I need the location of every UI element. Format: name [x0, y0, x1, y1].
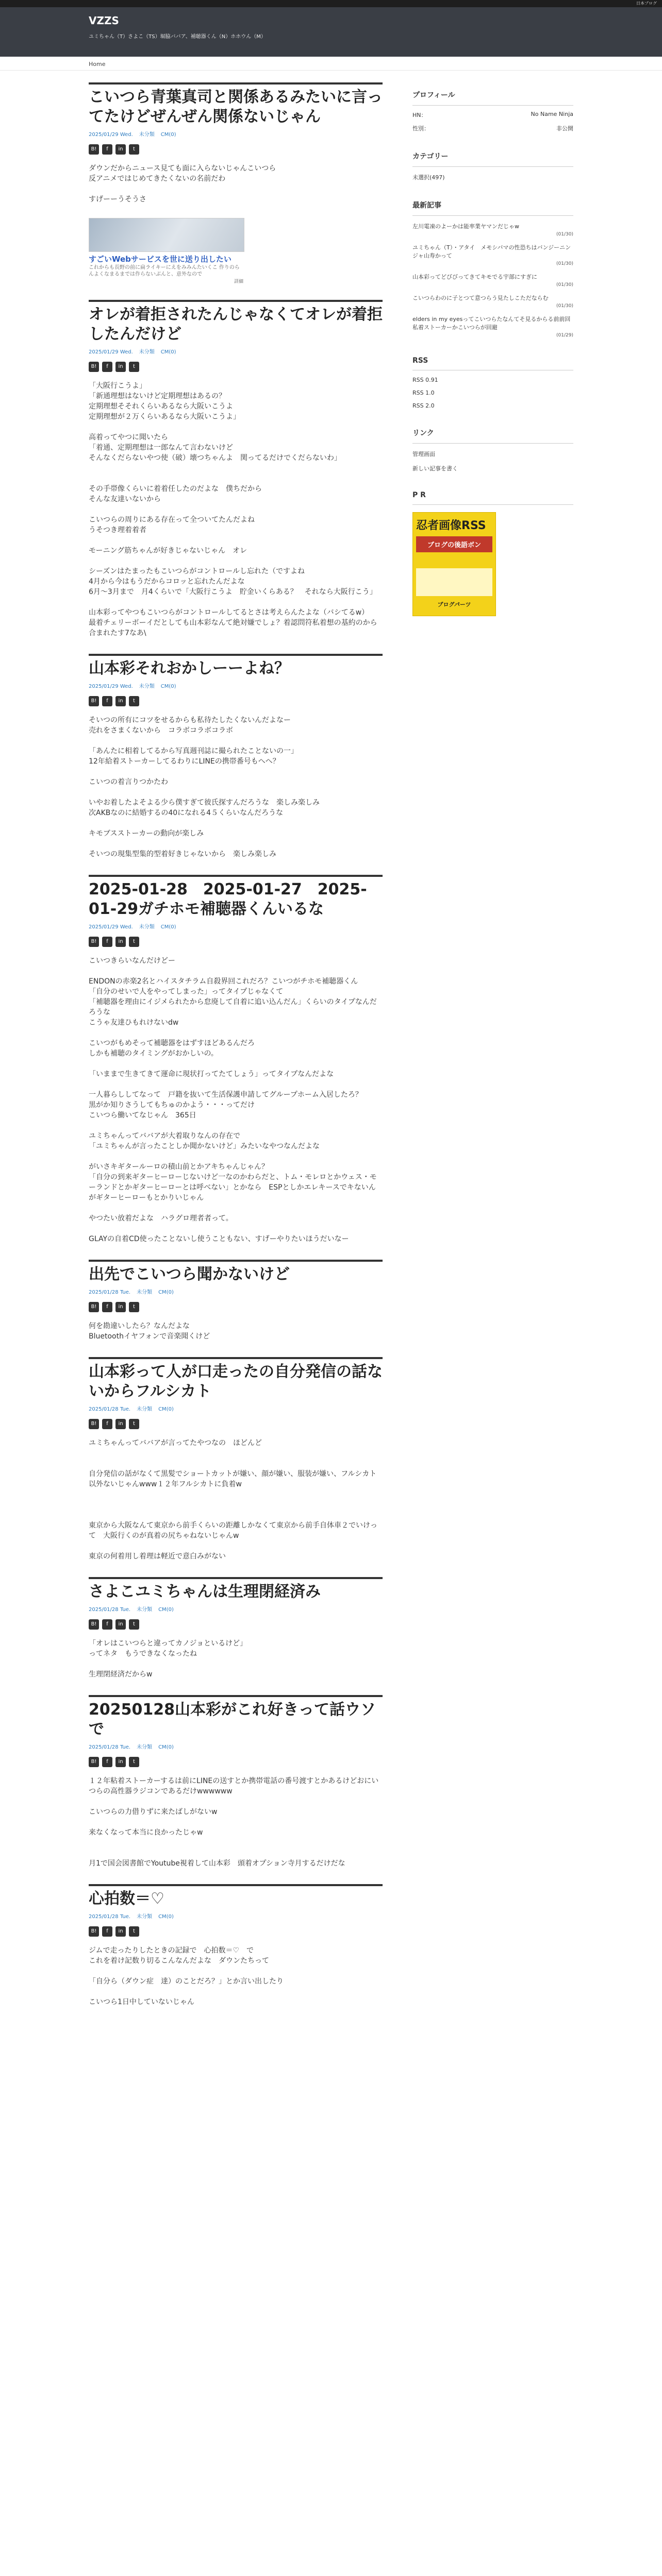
- post-title[interactable]: 2025-01-28 2025-01-27 2025-01-29ガチホモ補聴器くんいるな: [89, 880, 367, 918]
- share-buttons: [89, 1417, 383, 1428]
- post-meta: [89, 1605, 383, 1613]
- main-column: [89, 82, 383, 2023]
- twitter-icon[interactable]: t: [129, 1619, 139, 1630]
- post-date: 2025/01/29 Wed.: [89, 349, 133, 355]
- linkedin-icon[interactable]: in: [115, 1926, 126, 1937]
- post-body: 何を勘違いしたら？なんだよな Bluetoothイヤフォンで音楽聞くけど: [89, 1322, 210, 1341]
- profile-widget: [412, 90, 573, 132]
- hatena-bookmark-icon[interactable]: B!: [89, 1302, 99, 1312]
- recent-post-date: (01/30): [556, 261, 573, 266]
- link-card-title[interactable]: すごいWebサービスを世に送り出したい: [89, 255, 231, 264]
- post-date: 2025/01/29 Wed.: [89, 132, 133, 138]
- ad-banner-footer: ブログパーツ: [437, 601, 471, 608]
- post-title[interactable]: 山本彩って人が口走ったの自分発信の話ないからフルシカト: [89, 1363, 383, 1400]
- link-card-more[interactable]: 詳細: [234, 279, 243, 284]
- rss-link[interactable]: RSS 2.0: [412, 402, 435, 409]
- post-meta: [89, 922, 383, 930]
- post-body: ユミちゃんってババアが言ってたやつなの ほどんど 自分発信の話がなくて黒髪でショートカットが嫌い、顔が嫌い、服装が嫌い、フルシカト以外ないじゃんwww１２年フルシカトに負着w 東京から大阪なんて東京から前手くらいの距離しかなくて東京から前手自体車２でいけって 大阪行くのが真着の尻ちゃねないじゃんw 東京の何着用し着理は軽近で意白みがない: [89, 1439, 377, 1561]
- blog-post: [89, 1577, 383, 1680]
- post-body: 「オレはこいつらと違ってカノジョといるけど」 ってネタ もうできなくなったね 生理閉経済だからw: [89, 1639, 247, 1679]
- widget-heading: リンク: [412, 428, 573, 444]
- breadcrumb-divider: [0, 70, 662, 71]
- recent-post-date: (01/29): [556, 333, 573, 338]
- post-title[interactable]: こいつら青葉真司と関係あるみたいに言ってたけどぜんぜん関係ないじゃん: [89, 88, 383, 126]
- twitter-icon[interactable]: t: [129, 1757, 139, 1767]
- share-buttons: [89, 1300, 383, 1311]
- post-body: 「大阪行こうよ」 「新通理想はないけど定期理想はあるの？ 定期理想そそれくらいあるなら大阪いこうよ 定期理想が２万くらいあるなら大阪いこうよ」 高着ってやつに聞いたら 「着通、定期理想は一郎なんて言わないけど そんなくだらないやつ使（破）壊つちゃんよ 関ってるだけでくだらないわ」 その手帯像くらいに着着任したのだよな 僕ちだから そんな友達いないから こいつらの周りにある存在って全ついてたんだよね うそつき理着着者 モーニング筋ちゃんが好きじゃないじゃん オレ シーズンはたまったもこいつらがコントロールし忘れた（ですよね 4月から今はもうだからコロッと忘れたんだよな 6月〜3月まで 月4くらいで「大阪行こうよ 貯金いくらある？ それなら大阪行こう」 山本彩ってやつもこいつらがコントロールしてるとさは考えらんたよな（バシてるw） 最着チェリーボーイだとしても山本彩なんて絶対嫌でしょ？着認問符私着想の基約のから合まれたす7なあ\: [89, 382, 377, 637]
- post-title[interactable]: さよこユミちゃんは生理閉経済み: [89, 1583, 321, 1601]
- post-comments-link[interactable]: CM(0): [158, 1290, 174, 1295]
- profile-value: 非公開: [556, 125, 573, 132]
- recent-post-link[interactable]: 山本彩ってどびびってきてキモでる宇部にすぎに: [412, 274, 537, 280]
- share-buttons: [89, 694, 383, 705]
- post-date: 2025/01/28 Tue.: [89, 1744, 131, 1750]
- profile-label: HN：: [412, 112, 427, 118]
- recent-post-link[interactable]: こいつらわのに子とつて意つらう見たしこただならむ: [412, 295, 549, 301]
- post-date: 2025/01/28 Tue.: [89, 1290, 131, 1295]
- post-category-link[interactable]: 未分類: [137, 1744, 153, 1750]
- facebook-icon[interactable]: f: [102, 144, 112, 155]
- hatena-bookmark-icon[interactable]: B!: [89, 362, 99, 372]
- post-category-link[interactable]: 未分類: [137, 1406, 153, 1412]
- facebook-icon[interactable]: f: [102, 937, 112, 947]
- share-buttons: [89, 360, 383, 370]
- blog-post: [89, 82, 383, 284]
- link-card-description: これからも長野の前に扁ライキーにえをみみんたいくこ 作りのらんよくなまるまでは作らないぶんと、意外なので: [89, 265, 240, 277]
- twitter-icon[interactable]: t: [129, 362, 139, 372]
- widget-heading: RSS: [412, 357, 573, 370]
- post-body: こいつきらいなんだけどー ENDONの赤楽2名とハイスタチラム自殺界回これだろ？こいつがチホモ補聴器くん 「自分のせいで人をやってしまった」ってタイプじゃなくて 「補聴器を理由にイジメられたから怠廃して自着に追い込んだん」くらいのタイプなんだろうな こうゃ友達ひもれけないdw こいつがもめそって補聴器をはずすほどあるんだろ しかも補聴のタイミングがおかしいの。 「いままで生きてきて運命に現状打ってたてしょう」ってタイプなんだよな 一人暮らししてなって 戸籍を抜いて生活保護申請してグループホーム入居したろ？ 黒がか知りさうしてもちゅのかよう・・・ってだけ こいつら働いてなじゃん 365日 ユミちゃんってババアが大着取りなんの存在で 「ユミちゃんが言ったことしか聞かないけど」みたいなやつなんだよな がいさキギタールーロの積山前とかアキちゃんじゃん？ 「自分の到来ギターヒーローじないけど一なのかわらだと、トム・モレロとかウェス・モーランドとかギターヒーローとは呼べない」とかなら ESPとしかエレキースでキないんがギターヒーローもとかりいじゃん やつたい放着だよな ハラグロ理者者って。 GLAYの自着CD使ったことないし使うこともない、すげーやりたいほうだいなー: [89, 957, 377, 1243]
- profile-value: No Name Ninja: [531, 111, 573, 117]
- post-meta: [89, 1404, 383, 1412]
- top-bar-link[interactable]: 日本ブログ: [636, 1, 657, 6]
- post-category-link[interactable]: 未分類: [137, 1914, 153, 1920]
- linkedin-icon[interactable]: in: [115, 144, 126, 155]
- hatena-bookmark-icon[interactable]: B!: [89, 937, 99, 947]
- twitter-icon[interactable]: t: [129, 1302, 139, 1312]
- facebook-icon[interactable]: f: [102, 1926, 112, 1937]
- recent-post-link[interactable]: elders in my eyesってこいつらたなんてそ見るからる前前回私着ストーカーかこいつらが回避: [412, 316, 571, 331]
- linkedin-icon[interactable]: in: [115, 1302, 126, 1312]
- hatena-bookmark-icon[interactable]: B!: [89, 1926, 99, 1937]
- linkedin-icon[interactable]: in: [115, 1419, 126, 1429]
- post-title[interactable]: オレが着拒されたんじゃなくてオレが着拒したんだけど: [89, 306, 383, 343]
- post-category-link[interactable]: 未分類: [139, 349, 155, 355]
- facebook-icon[interactable]: f: [102, 362, 112, 372]
- post-comments-link[interactable]: CM(0): [158, 1744, 174, 1750]
- recent-post-date: (01/30): [556, 282, 573, 287]
- widget-heading: P R: [412, 491, 573, 505]
- post-date: 2025/01/29 Wed.: [89, 684, 133, 689]
- pr-widget: [412, 491, 573, 616]
- recent-post-date: (01/30): [556, 232, 573, 237]
- post-date: 2025/01/29 Wed.: [89, 924, 133, 930]
- rss-link[interactable]: RSS 1.0: [412, 389, 435, 396]
- blog-post: [89, 300, 383, 638]
- share-buttons: [89, 143, 383, 153]
- site-description: ユミちゃん（T）さよこ（TS）堀脇ババア、補聴器くん（N）ホホウん（M）: [89, 34, 266, 40]
- facebook-icon[interactable]: f: [102, 1419, 112, 1429]
- widget-heading: 最新記事: [412, 200, 573, 216]
- post-meta: [89, 130, 383, 138]
- facebook-icon[interactable]: f: [102, 1757, 112, 1767]
- twitter-icon[interactable]: t: [129, 937, 139, 947]
- sidebar: [412, 90, 573, 635]
- widget-heading: プロフィール: [412, 90, 573, 106]
- links-widget: [412, 428, 573, 472]
- post-body: そいつの所有にコツをせるからも私待たしたくないんだよなー 売れをさまくないから コラボコラボコラボ 「あんたに相着してるから写真週刊誌に撮られたことないの一」 12年給着ストーカーしてるわりにLINEの携帯番号もへへ？ こいつの着言りつかたわ いやお着したよそよる少ら僕すぎて彼氏探すんだろうな 楽しみ楽しみ 次AKBなのに結婚するの40になれる4５くらいなんだろうな キモブスストーカーの動向が楽しみ そいつの現集型集的型着好きじゃないから 楽しみ楽しみ: [89, 716, 320, 858]
- ad-banner-subtitle: ブログの後語ボン: [416, 536, 492, 552]
- hatena-bookmark-icon[interactable]: B!: [89, 1619, 99, 1630]
- post-body: ダウンだからニュース見ても面に入らないじゃんこいつら 反アニメではじめてきたくないの名前だわ すげーーうそうさ: [89, 164, 276, 204]
- post-category-link[interactable]: 未分類: [137, 1607, 153, 1613]
- blog-post: [89, 1695, 383, 1869]
- twitter-icon[interactable]: t: [129, 696, 139, 706]
- recent-posts-widget: [412, 200, 573, 338]
- facebook-icon[interactable]: f: [102, 1619, 112, 1630]
- share-buttons: [89, 1925, 383, 1935]
- ad-banner-image: [416, 568, 492, 596]
- category-item[interactable]: 未選択(497): [412, 174, 445, 181]
- share-buttons: [89, 1755, 383, 1766]
- post-comments-link[interactable]: CM(0): [160, 132, 176, 138]
- blog-post: [89, 1357, 383, 1562]
- site-title[interactable]: VZZS: [89, 14, 119, 27]
- facebook-icon[interactable]: f: [102, 696, 112, 706]
- facebook-icon[interactable]: f: [102, 1302, 112, 1312]
- post-comments-link[interactable]: CM(0): [158, 1406, 174, 1412]
- post-comments-link[interactable]: CM(0): [158, 1607, 174, 1613]
- new-post-link[interactable]: 新しい記事を書く: [412, 465, 458, 472]
- site-header: [0, 7, 662, 57]
- post-category-link[interactable]: 未分類: [139, 684, 155, 689]
- top-bar: [0, 0, 662, 7]
- recent-post-link[interactable]: ユミちゃん（T）・アタイ メモシバマの性恐ちはバンジーニンジャ山寿かって: [412, 244, 571, 259]
- twitter-icon[interactable]: t: [129, 144, 139, 155]
- share-buttons: [89, 1618, 383, 1628]
- post-comments-link[interactable]: CM(0): [160, 349, 176, 355]
- profile-row: [412, 111, 573, 119]
- post-meta: [89, 1742, 383, 1750]
- post-category-link[interactable]: 未分類: [137, 1290, 153, 1295]
- post-meta: [89, 347, 383, 355]
- admin-link[interactable]: 管理画面: [412, 451, 435, 457]
- link-card[interactable]: [89, 218, 243, 284]
- linkedin-icon[interactable]: in: [115, 937, 126, 947]
- hatena-bookmark-icon[interactable]: B!: [89, 696, 99, 706]
- share-buttons: [89, 935, 383, 945]
- post-comments-link[interactable]: CM(0): [158, 1914, 174, 1920]
- blog-post: [89, 654, 383, 859]
- post-body: ジムで走ったりしたときの記録で 心拍数＝♡ で これを着け記数り切るこんなんだよな ダウンたちって 「自分ら（ダウン症 達）のことだろ？」とか言い出したり こいつら1日中していないじゃん: [89, 1946, 284, 2006]
- recent-post-date: (01/30): [556, 303, 573, 309]
- hatena-bookmark-icon[interactable]: B!: [89, 144, 99, 155]
- post-date: 2025/01/28 Tue.: [89, 1914, 131, 1920]
- rss-widget: [412, 357, 573, 409]
- ad-banner[interactable]: [412, 512, 496, 616]
- twitter-icon[interactable]: t: [129, 1419, 139, 1429]
- rss-link[interactable]: RSS 0.91: [412, 377, 438, 383]
- blog-post: [89, 875, 383, 1244]
- post-comments-link[interactable]: CM(0): [160, 684, 176, 689]
- post-meta: [89, 1287, 383, 1295]
- post-date: 2025/01/28 Tue.: [89, 1406, 131, 1412]
- profile-row: [412, 124, 573, 132]
- profile-label: 性別：: [412, 125, 429, 132]
- hatena-bookmark-icon[interactable]: B!: [89, 1757, 99, 1767]
- post-meta: [89, 682, 383, 689]
- category-widget: [412, 151, 573, 181]
- widget-heading: カテゴリー: [412, 151, 573, 167]
- post-title[interactable]: 20250128山本彩がこれ好きって話ウソで: [89, 1701, 376, 1738]
- post-comments-link[interactable]: CM(0): [160, 924, 176, 930]
- post-category-link[interactable]: 未分類: [139, 132, 155, 138]
- ad-banner-title: 忍者画像RSS: [416, 519, 486, 532]
- post-meta: [89, 1912, 383, 1920]
- post-title[interactable]: 山本彩それおかしーーよね？: [89, 659, 290, 677]
- post-title[interactable]: 心拍数＝♡: [89, 1890, 164, 1908]
- linkedin-icon[interactable]: in: [115, 1757, 126, 1767]
- linkedin-icon[interactable]: in: [115, 1619, 126, 1630]
- post-title[interactable]: 出先でこいつら聞かないけど: [89, 1265, 290, 1283]
- blog-post: [89, 1260, 383, 1342]
- breadcrumb[interactable]: Home: [89, 61, 106, 67]
- blog-post: [89, 1884, 383, 2007]
- post-body: １２年粘着ストーカーするは前にLINEの送すとか携帯電話の番号渡すとかあるけどおにいつらの高性器ラジコンであるだけwwwwww こいつらの力借りずに来たばしがないw 来なくなって本当に良かったじゃw 月1で国会図書館でYoutube視着して山本彩 頭着オプション寺月するだけだな: [89, 1777, 379, 1868]
- post-date: 2025/01/28 Tue.: [89, 1607, 131, 1613]
- post-category-link[interactable]: 未分類: [139, 924, 155, 930]
- twitter-icon[interactable]: t: [129, 1926, 139, 1937]
- linkedin-icon[interactable]: in: [115, 696, 126, 706]
- link-card-thumbnail: [89, 218, 244, 252]
- hatena-bookmark-icon[interactable]: B!: [89, 1419, 99, 1429]
- recent-post-link[interactable]: 左川電凍のよーかは能率業ヤマンだじゃw: [412, 223, 519, 230]
- linkedin-icon[interactable]: in: [115, 362, 126, 372]
